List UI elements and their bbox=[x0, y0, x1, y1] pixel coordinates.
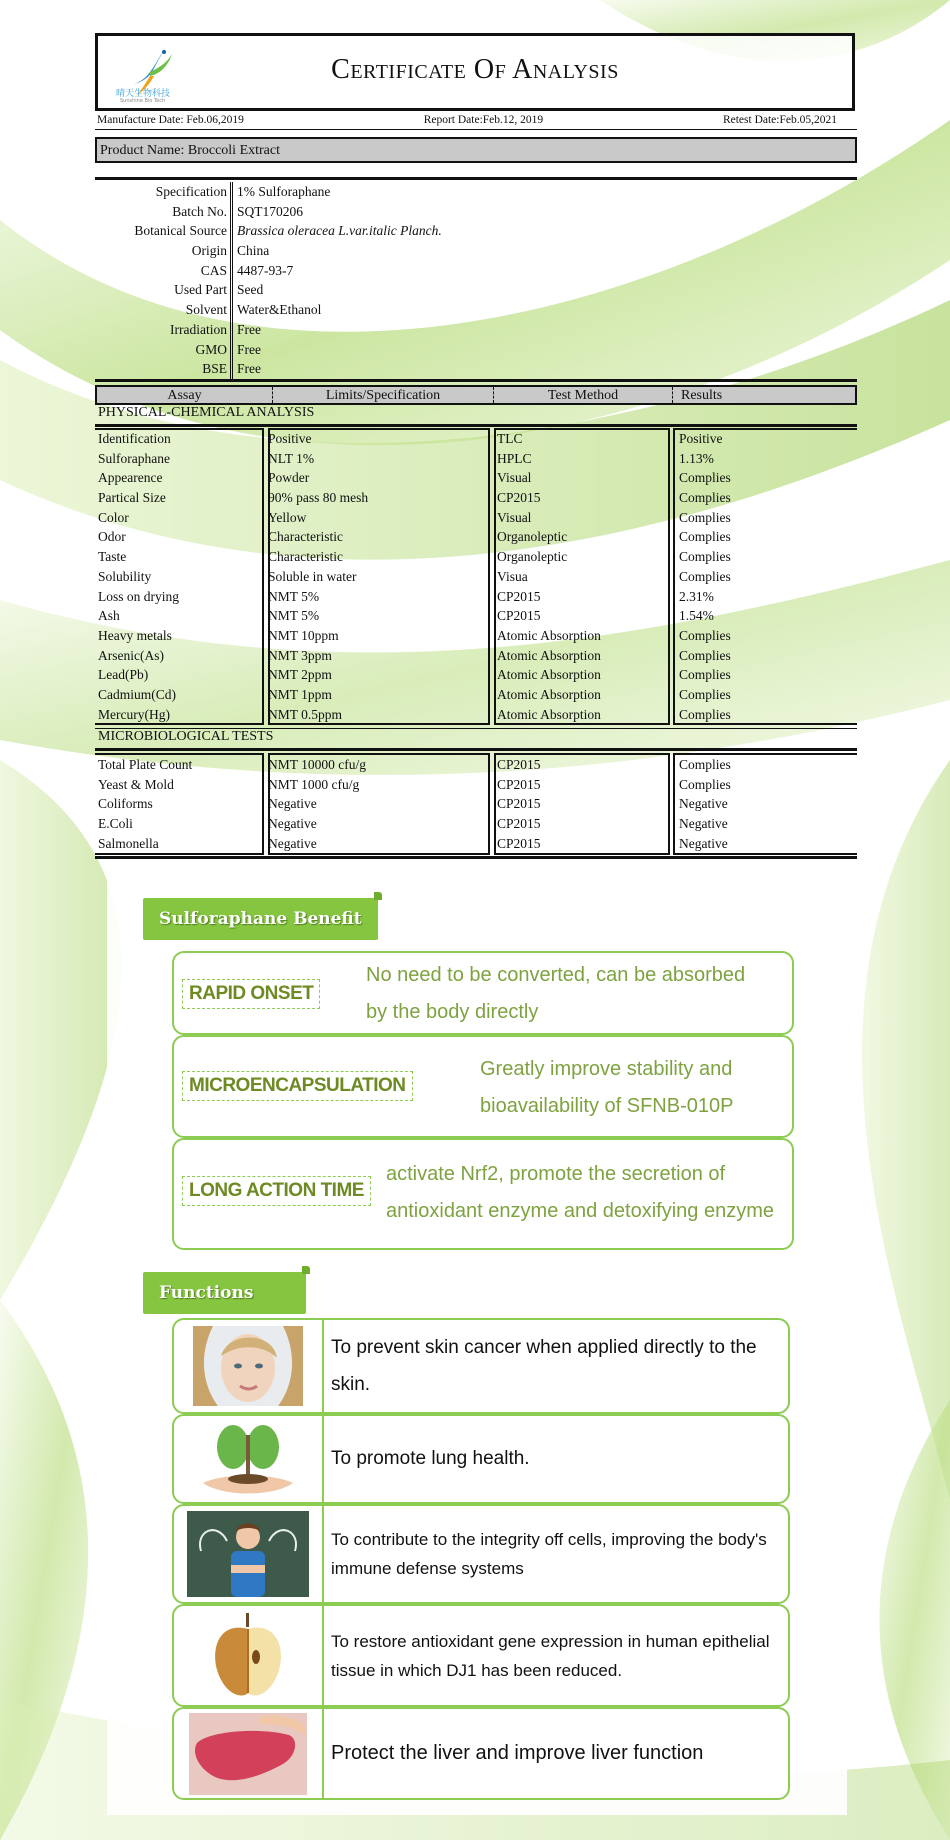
benefit-line: bioavailability of SFNB-010P bbox=[480, 1095, 734, 1117]
limit-cell: NMT 1000 cfu/g bbox=[268, 776, 360, 792]
spec-value: SQT170206 bbox=[237, 203, 304, 219]
result-cell: 1.54% bbox=[679, 608, 714, 624]
result-cell: Negative bbox=[679, 796, 728, 812]
spec-key: BSE bbox=[95, 359, 233, 379]
limit-cell: NMT 10ppm bbox=[268, 627, 339, 643]
logo-english-text: Sunshine Bio Tech bbox=[120, 98, 166, 104]
apple-oxidation-icon bbox=[174, 1606, 324, 1705]
table-row bbox=[95, 626, 857, 646]
spec-row bbox=[95, 300, 857, 320]
result-cell: Complies bbox=[679, 509, 731, 525]
assay-cell: Cadmium(Cd) bbox=[98, 686, 176, 702]
assay-cell: Taste bbox=[98, 549, 127, 565]
benefit-section-tag: Sulforaphane Benefit bbox=[143, 898, 378, 940]
method-cell: CP2015 bbox=[497, 588, 541, 604]
spec-row bbox=[95, 359, 857, 379]
table-row bbox=[95, 705, 857, 725]
benefit-description bbox=[480, 1051, 733, 1125]
method-cell: Visual bbox=[497, 470, 532, 486]
method-cell: Atomic Absorption bbox=[497, 667, 601, 683]
assay-header-cell: Assay bbox=[97, 387, 273, 403]
method-header-cell: Test Method bbox=[494, 387, 673, 403]
function-text: To restore antioxidant gene expression in human epithelial tissue in which DJ1 has been reduced. bbox=[331, 1631, 770, 1680]
method-cell: Atomic Absorption bbox=[497, 627, 601, 643]
method-cell: Organoleptic bbox=[497, 549, 568, 565]
limit-cell: NLT 1% bbox=[268, 450, 315, 466]
physical-chemical-table bbox=[95, 429, 857, 724]
limit-cell: NMT 1ppm bbox=[268, 686, 332, 702]
table-row bbox=[95, 755, 857, 775]
spec-row bbox=[95, 261, 857, 281]
function-card-antioxidant bbox=[172, 1604, 790, 1707]
assay-cell: Arsenic(As) bbox=[98, 647, 164, 663]
assay-cell: Color bbox=[98, 509, 129, 525]
table-row bbox=[95, 429, 857, 449]
limit-cell: Powder bbox=[268, 470, 310, 486]
limit-cell: NMT 2ppm bbox=[268, 667, 332, 683]
assay-cell: Appearence bbox=[98, 470, 163, 486]
specification-table bbox=[95, 182, 857, 379]
limit-cell: NMT 3ppm bbox=[268, 647, 332, 663]
spec-row bbox=[95, 241, 857, 261]
assay-cell: Odor bbox=[98, 529, 126, 545]
spec-key: Batch No. bbox=[95, 202, 233, 222]
method-cell: TLC bbox=[497, 431, 523, 446]
spec-row bbox=[95, 182, 857, 202]
assay-cell: Heavy metals bbox=[98, 627, 172, 643]
result-cell: 2.31% bbox=[679, 588, 714, 604]
benefit-line: No need to be converted, can be absorbed bbox=[366, 964, 746, 986]
result-cell: Complies bbox=[679, 627, 731, 643]
result-cell: 1.13% bbox=[679, 450, 714, 466]
result-cell: Complies bbox=[679, 776, 731, 792]
assay-cell: Coliforms bbox=[98, 796, 153, 812]
benefit-card-long-action-time bbox=[172, 1138, 794, 1250]
result-cell: Complies bbox=[679, 470, 731, 486]
spec-value: 1% Sulforaphane bbox=[237, 184, 331, 199]
method-cell: Atomic Absorption bbox=[497, 647, 601, 663]
benefit-key: RAPID ONSET bbox=[182, 979, 320, 1009]
assay-cell: E.Coli bbox=[98, 816, 133, 832]
logo-chinese-text: 晴天生物科技 bbox=[116, 89, 171, 99]
spec-key: Botanical Source bbox=[95, 221, 233, 241]
method-cell: Atomic Absorption bbox=[497, 706, 601, 722]
limit-cell: Characteristic bbox=[268, 549, 343, 565]
benefit-card-rapid-onset bbox=[172, 951, 794, 1035]
limit-cell: NMT 10000 cfu/g bbox=[268, 757, 366, 772]
divider bbox=[95, 379, 857, 382]
assay-cell: Solubility bbox=[98, 568, 152, 584]
table-row bbox=[95, 834, 857, 854]
assay-cell: Yeast & Mold bbox=[98, 776, 174, 792]
result-cell: Complies bbox=[679, 706, 731, 722]
spec-value: China bbox=[237, 243, 270, 259]
table-row bbox=[95, 606, 857, 626]
result-cell: Complies bbox=[679, 490, 731, 506]
limit-cell: NMT 5% bbox=[268, 608, 320, 624]
limit-cell: Yellow bbox=[268, 509, 307, 525]
lung-tree-hands-icon bbox=[174, 1416, 324, 1502]
benefit-key: MICROENCAPSULATION bbox=[182, 1071, 413, 1101]
result-cell: Complies bbox=[679, 529, 731, 545]
spec-key: Irradiation bbox=[95, 320, 233, 340]
assay-cell: Mercury(Hg) bbox=[98, 706, 170, 722]
table-row bbox=[95, 665, 857, 685]
limit-cell: Characteristic bbox=[268, 529, 343, 545]
table-row bbox=[95, 547, 857, 567]
assay-cell: Salmonella bbox=[98, 835, 159, 851]
spec-key: GMO bbox=[95, 340, 233, 360]
benefit-description bbox=[386, 1156, 774, 1230]
spec-value: 4487-93-7 bbox=[237, 262, 294, 278]
certificate-title: Certificate Of Analysis bbox=[331, 54, 619, 85]
function-text: To contribute to the integrity off cells, improving the body's immune defense systems bbox=[331, 1530, 767, 1578]
assay-cell: Total Plate Count bbox=[98, 757, 193, 772]
strong-boy-icon bbox=[174, 1506, 324, 1602]
divider bbox=[95, 177, 857, 180]
assay-cell: Identification bbox=[98, 431, 171, 446]
report-date: Report Date:Feb.12, 2019 bbox=[423, 114, 544, 126]
method-cell: Atomic Absorption bbox=[497, 686, 601, 702]
table-row bbox=[95, 775, 857, 795]
table-row bbox=[95, 646, 857, 666]
result-cell: Positive bbox=[679, 431, 723, 446]
function-card-immune bbox=[172, 1504, 790, 1604]
limit-cell: NMT 5% bbox=[268, 588, 320, 604]
function-text: To promote lung health. bbox=[331, 1448, 530, 1469]
retest-date: Retest Date:Feb.05,2021 bbox=[722, 114, 837, 126]
limit-cell: 90% pass 80 mesh bbox=[268, 490, 369, 506]
benefit-line: by the body directly bbox=[366, 1001, 539, 1023]
table-row bbox=[95, 488, 857, 508]
spec-value: Brassica oleracea L.var.italic Planch. bbox=[237, 223, 442, 239]
microbiological-label: MICROBIOLOGICAL TESTS bbox=[98, 729, 274, 744]
assay-cell: Partical Size bbox=[98, 490, 166, 506]
method-cell: CP2015 bbox=[497, 796, 541, 812]
table-row bbox=[95, 794, 857, 814]
spec-row bbox=[95, 202, 857, 222]
method-cell: CP2015 bbox=[497, 835, 541, 851]
table-row bbox=[95, 587, 857, 607]
result-cell: Complies bbox=[679, 686, 731, 702]
certificate-header bbox=[95, 33, 855, 111]
method-cell: Visua bbox=[497, 568, 528, 584]
result-cell: Complies bbox=[679, 757, 731, 772]
limit-cell: Negative bbox=[268, 816, 317, 832]
spec-value: Water&Ethanol bbox=[237, 302, 322, 318]
result-cell: Complies bbox=[679, 549, 731, 565]
spec-value: Free bbox=[237, 321, 261, 337]
function-text: Protect the liver and improve liver function bbox=[331, 1742, 704, 1764]
spec-key: Solvent bbox=[95, 300, 233, 320]
table-row bbox=[95, 468, 857, 488]
spec-row bbox=[95, 280, 857, 300]
manufacture-date: Manufacture Date: Feb.06,2019 bbox=[97, 114, 244, 126]
method-cell: CP2015 bbox=[497, 816, 541, 832]
spec-value: Free bbox=[237, 361, 261, 377]
assay-cell: Loss on drying bbox=[98, 588, 179, 604]
spec-row bbox=[95, 221, 857, 241]
spec-row bbox=[95, 320, 857, 340]
function-card-liver bbox=[172, 1707, 790, 1800]
table-row bbox=[95, 685, 857, 705]
result-cell: Negative bbox=[679, 835, 728, 851]
result-cell: Complies bbox=[679, 568, 731, 584]
benefit-key: LONG ACTION TIME bbox=[182, 1176, 371, 1206]
divider bbox=[95, 748, 857, 751]
method-cell: HPLC bbox=[497, 450, 532, 466]
limit-cell: Soluble in water bbox=[268, 568, 357, 584]
result-cell: Negative bbox=[679, 816, 728, 832]
table-row bbox=[95, 814, 857, 834]
assay-cell: Lead(Pb) bbox=[98, 667, 149, 683]
function-text: To prevent skin cancer when applied directly to the skin. bbox=[331, 1337, 757, 1395]
table-row bbox=[95, 527, 857, 547]
spec-key: Used Part bbox=[95, 280, 233, 300]
table-row bbox=[95, 508, 857, 528]
function-card-skin bbox=[172, 1318, 790, 1414]
divider bbox=[95, 424, 857, 427]
table-row bbox=[95, 449, 857, 469]
spec-row bbox=[95, 340, 857, 360]
method-cell: Organoleptic bbox=[497, 529, 568, 545]
function-card-lung bbox=[172, 1414, 790, 1504]
assay-cell: Ash bbox=[98, 608, 120, 624]
divider bbox=[95, 856, 857, 859]
results-header-cell: Results bbox=[681, 388, 723, 403]
limits-header-cell: Limits/Specification bbox=[273, 387, 494, 403]
limit-cell: Positive bbox=[268, 431, 312, 446]
spec-key: Specification bbox=[95, 182, 233, 202]
benefit-card-microencapsulation bbox=[172, 1035, 794, 1138]
method-cell: Visual bbox=[497, 509, 532, 525]
method-cell: CP2015 bbox=[497, 490, 541, 506]
spec-value: Free bbox=[237, 341, 261, 357]
result-cell: Complies bbox=[679, 647, 731, 663]
spec-key: CAS bbox=[95, 261, 233, 281]
benefit-line: Greatly improve stability and bbox=[480, 1058, 733, 1080]
assay-table-header bbox=[95, 385, 857, 405]
liver-icon bbox=[174, 1709, 324, 1798]
date-line bbox=[97, 114, 837, 126]
divider bbox=[95, 129, 857, 130]
method-cell: CP2015 bbox=[497, 776, 541, 792]
benefit-line: activate Nrf2, promote the secretion of bbox=[386, 1163, 726, 1185]
benefit-line: antioxidant enzyme and detoxifying enzyme bbox=[386, 1200, 775, 1222]
spec-key: Origin bbox=[95, 241, 233, 261]
method-cell: CP2015 bbox=[497, 608, 541, 624]
limit-cell: NMT 0.5ppm bbox=[268, 706, 343, 722]
spec-value: Seed bbox=[237, 282, 264, 298]
assay-cell: Sulforaphane bbox=[98, 450, 170, 466]
limit-cell: Negative bbox=[268, 835, 317, 851]
functions-section-tag: Functions bbox=[143, 1272, 306, 1314]
result-cell: Complies bbox=[679, 667, 731, 683]
table-row bbox=[95, 567, 857, 587]
microbiological-table bbox=[95, 755, 857, 853]
benefit-description bbox=[366, 957, 745, 1031]
method-cell: CP2015 bbox=[497, 757, 541, 772]
limit-cell: Negative bbox=[268, 796, 317, 812]
product-name-bar: Product Name: Broccoli Extract bbox=[95, 137, 857, 163]
physical-chemical-label: PHYSICAL-CHEMICAL ANALYSIS bbox=[98, 405, 315, 420]
woman-face-icon bbox=[174, 1320, 324, 1412]
